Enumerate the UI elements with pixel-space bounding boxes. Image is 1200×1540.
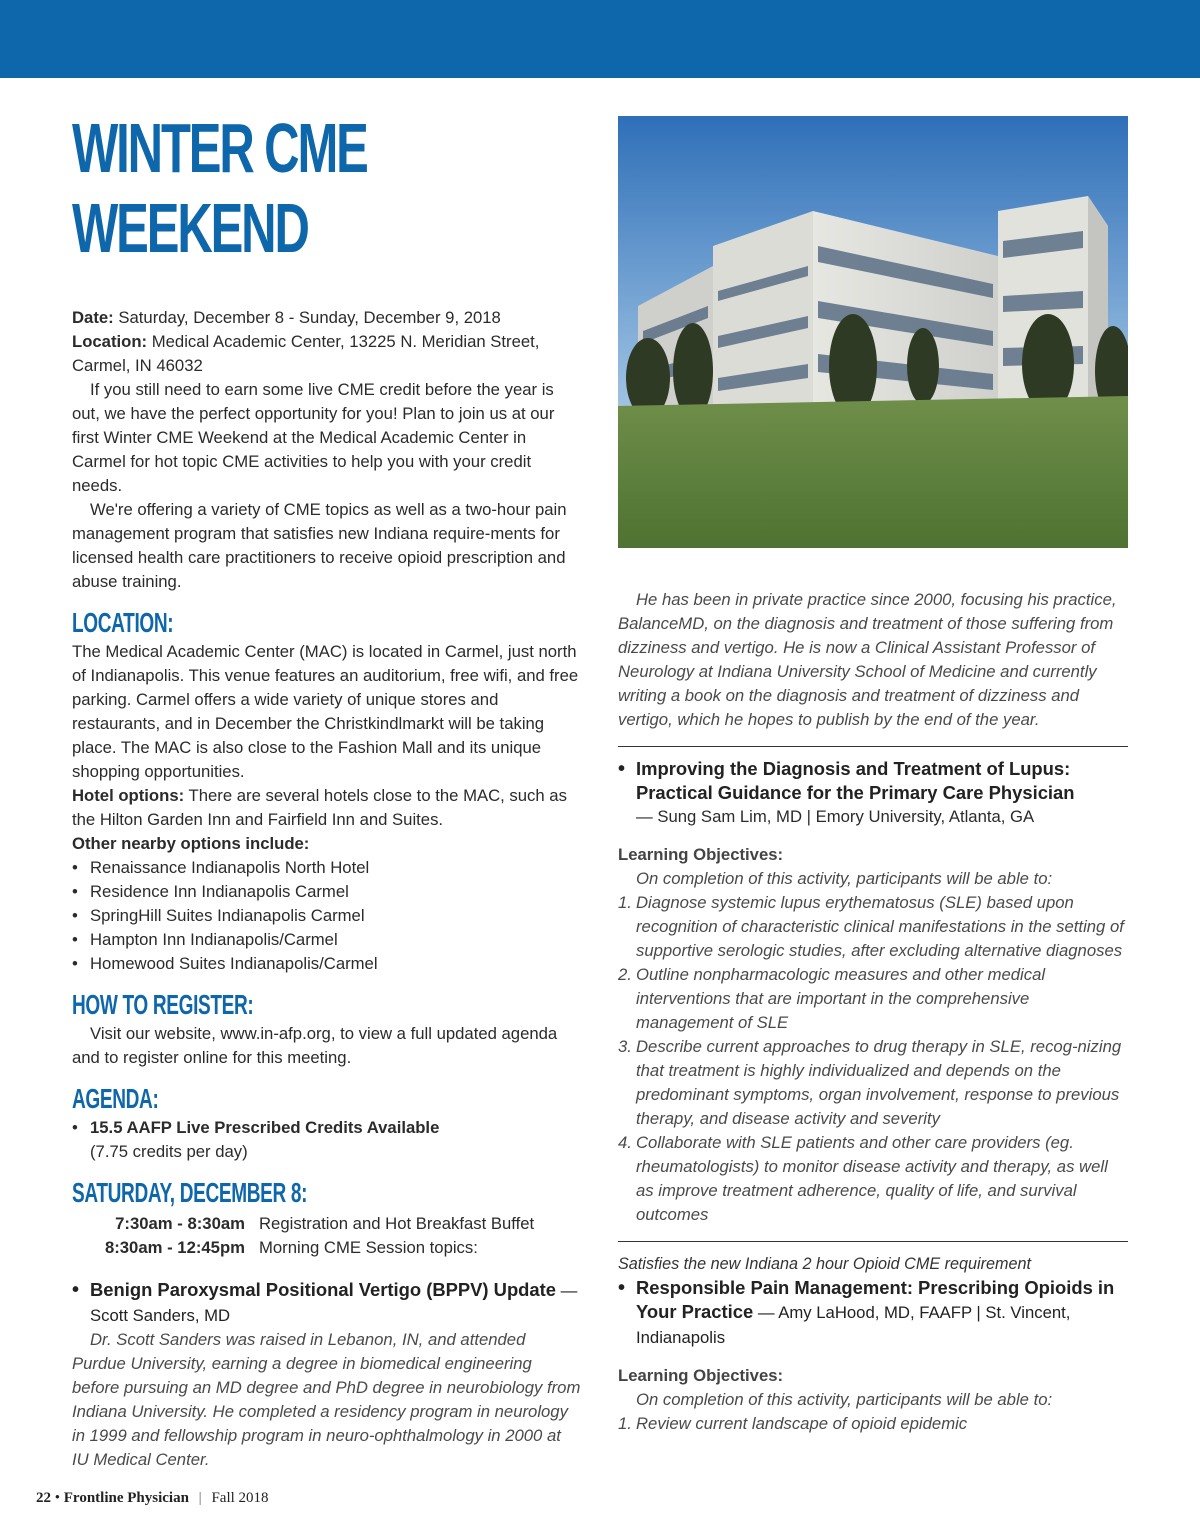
- session-speaker: — Sung Sam Lim, MD | Emory University, Atlanta, GA: [636, 807, 1035, 826]
- credits-sub: (7.75 credits per day): [90, 1142, 248, 1161]
- learning-objectives-heading: Learning Objectives:: [618, 845, 784, 864]
- section-divider: [618, 1241, 1128, 1242]
- issue-date: Fall 2018: [211, 1490, 269, 1506]
- location-line: [72, 330, 582, 378]
- title-line-2: WEEKEND: [72, 189, 308, 267]
- speaker-bio-1: Dr. Scott Sanders was raised in Lebanon, IN, and attended Purdue University, earning a degree in biomedical engineering before pursuing an MD degree and PhD degree in neurobiology from Indiana University. He completed a residency program in neurology in 1999 and fellowship program in neuro-ophthalmology in 2000 at IU Medical Center.: [72, 1330, 581, 1469]
- page-number: 22: [36, 1490, 51, 1506]
- bullet-icon: •: [618, 758, 626, 780]
- building-photo: [618, 116, 1128, 548]
- list-item: 4. Collaborate with SLE patients and other care providers (eg. rheumatologists) to monitor disease activity and therapy, as well as improve treatment adherence, quality of life, and survival outcomes: [618, 1133, 1108, 1224]
- page-footer: [36, 1490, 269, 1507]
- learning-objectives-heading: Learning Objectives:: [618, 1366, 784, 1385]
- schedule-row: [72, 1236, 582, 1260]
- agenda-credits: [72, 1116, 582, 1164]
- session-opioids: [618, 1276, 1128, 1350]
- list-item: [72, 1116, 582, 1164]
- session-name: Benign Paroxysmal Positional Vertigo (BPPV) Update: [90, 1279, 556, 1300]
- agenda-heading: AGENDA:: [72, 1083, 159, 1114]
- schedule-time: 8:30am - 12:45pm: [104, 1238, 245, 1257]
- session-speaker: — Amy LaHood, MD, FAAFP | St. Vincent, Indianapolis: [636, 1303, 1071, 1347]
- intro-block: [72, 306, 582, 594]
- list-item: • Residence Inn Indianapolis Carmel: [72, 880, 582, 904]
- session-speaker: — Scott Sanders, MD: [90, 1281, 578, 1325]
- list-item: 1. Review current landscape of opioid epidemic: [618, 1414, 968, 1433]
- date-label: Date:: [72, 308, 114, 327]
- session-lupus: [618, 757, 1128, 829]
- list-item: 3. Describe current approaches to drug therapy in SLE, recog-nizing that treatment is highly individualized and depends on the predominant symptoms, organ involvement, response to previous therapy, and disease activity and severity: [618, 1037, 1122, 1128]
- session-name: Responsible Pain Management: Prescribing Opioids in Your Practice: [636, 1277, 1115, 1322]
- bullet-icon: •: [72, 1279, 80, 1301]
- hotel-value: There are several hotels close to the MAC, such as the Hilton Garden Inn and Fairfield Inn and Suites.: [72, 786, 567, 829]
- left-column: [72, 108, 582, 1472]
- learning-objectives-list: [618, 1412, 1128, 1436]
- credits-label: 15.5 AAFP Live Prescribed Credits Available: [90, 1118, 440, 1137]
- bullet-icon: •: [618, 1277, 626, 1299]
- saturday-schedule: [72, 1212, 582, 1260]
- list-item: • Renaissance Indianapolis North Hotel: [72, 856, 582, 880]
- session-title: [636, 1276, 1128, 1350]
- location-label: Location:: [72, 332, 148, 351]
- schedule-desc: Morning CME Session topics:: [259, 1238, 478, 1257]
- list-item: • Hampton Inn Indianapolis/Carmel: [72, 928, 582, 952]
- date-value: Saturday, December 8 - Sunday, December 9, 2018: [113, 308, 501, 327]
- intro-paragraph-1: If you still need to earn some live CME credit before the year is out, we have the perfect opportunity for you! Plan to join us at our first Winter CME Weekend at the Medical Academic Center in Carmel for hot topic CME activities to help you with your credit needs.: [72, 380, 555, 495]
- location-body: The Medical Academic Center (MAC) is located in Carmel, just north of Indianapolis. This venue features an auditorium, free wifi, and free parking. Carmel offers a wide variety of unique stores and restaurants, and in December the Christkindlmarkt will be taking place. The MAC is also close to the Fashion Mall and its unique shopping opportunities.: [72, 642, 579, 781]
- session-title: Improving the Diagnosis and Treatment of Lupus: Practical Guidance for the Primary Care Physician: [636, 758, 1075, 803]
- date-line: [72, 306, 582, 330]
- list-item: 1. Diagnose systemic lupus erythematosus (SLE) based upon recognition of characteristic clinical manifestations in the setting of supportive serologic studies, after excluding alternative diagnoses: [618, 893, 1124, 960]
- list-item: • SpringHill Suites Indianapolis Carmel: [72, 904, 582, 928]
- register-body: Visit our website, www.in-afp.org, to view a full updated agenda and to register online for this meeting.: [72, 1024, 558, 1067]
- hotel-label: Hotel options:: [72, 786, 185, 805]
- footer-bullet: •: [54, 1490, 61, 1506]
- schedule-time: 7:30am - 8:30am: [115, 1214, 245, 1233]
- schedule-desc: Registration and Hot Breakfast Buffet: [259, 1214, 535, 1233]
- nearby-label: Other nearby options include:: [72, 834, 310, 853]
- nearby-hotel-list: [72, 856, 582, 976]
- section-divider: [618, 746, 1128, 747]
- speaker-bio-2: He has been in private practice since 2000, focusing his practice, BalanceMD, on the diagnosis and treatment of those suffering from dizziness and vertigo. He is now a Clinical Assistant Professor of Neurology at Indiana University School of Medicine and currently writing a book on the diagnosis and treatment of dizziness and vertigo, which he hopes to publish by the end of the year.: [618, 590, 1117, 729]
- opioid-requirement-note: Satisfies the new Indiana 2 hour Opioid CME requirement: [618, 1255, 1032, 1273]
- session-title: [90, 1278, 582, 1328]
- schedule-row: [72, 1212, 582, 1236]
- list-item: • Homewood Suites Indianapolis/Carmel: [72, 952, 582, 976]
- list-item: 2. Outline nonpharmacologic measures and other medical interventions that are important in the comprehensive management of SLE: [618, 965, 1046, 1032]
- saturday-heading: SATURDAY, DECEMBER 8:: [72, 1177, 308, 1208]
- title-line-1: WINTER CME: [72, 109, 367, 187]
- learning-objectives-intro: On completion of this activity, participants will be able to:: [636, 869, 1053, 888]
- session-bppv: [72, 1278, 582, 1328]
- register-heading: HOW TO REGISTER:: [72, 989, 254, 1020]
- footer-separator: |: [198, 1490, 202, 1506]
- location-heading: LOCATION:: [72, 607, 174, 638]
- building-illustration: [618, 116, 1128, 548]
- learning-objectives-list: [618, 891, 1128, 1227]
- top-color-band: [0, 0, 1200, 78]
- location-value: Medical Academic Center, 13225 N. Meridian Street, Carmel, IN 46032: [72, 332, 540, 375]
- article-title: [72, 108, 582, 300]
- learning-objectives-intro: On completion of this activity, participants will be able to:: [636, 1390, 1053, 1409]
- intro-paragraph-2: We're offering a variety of CME topics as well as a two-hour pain management program that satisfies new Indiana require-ments for licensed health care practitioners to receive opioid prescription and abuse training.: [72, 500, 567, 591]
- publication-name: Frontline Physician: [63, 1490, 189, 1506]
- hotel-options: [72, 784, 582, 832]
- right-column: [618, 116, 1128, 1436]
